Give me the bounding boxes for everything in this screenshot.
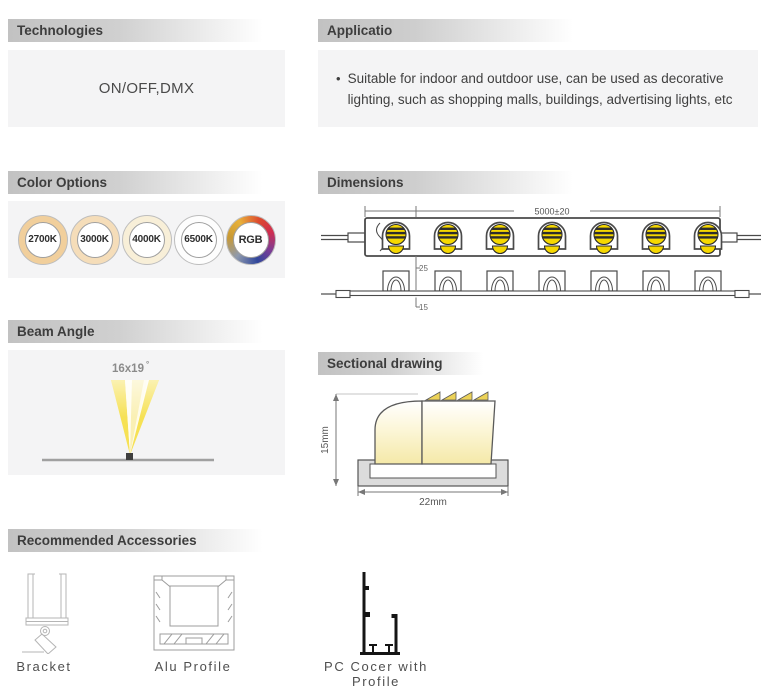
color-label-4000k: 4000K: [129, 222, 165, 258]
color-options-header: Color Options: [8, 171, 285, 194]
pc-cover-profile-drawing: [352, 570, 404, 658]
application-header: Applicatio: [318, 19, 758, 42]
color-label-3000k: 3000K: [77, 222, 113, 258]
sectional-height-label: 15mm: [320, 426, 331, 454]
color-label-2700k: 2700K: [25, 222, 61, 258]
color-ring-2700k: [18, 215, 68, 265]
accessory-label-alu-profile: Alu Profile: [154, 659, 232, 674]
technologies-header: Technologies: [8, 19, 285, 42]
color-label-6500k: 6500K: [181, 222, 217, 258]
thickness-dimension-label: 15: [419, 303, 428, 312]
bullet-marker: •: [336, 71, 341, 86]
sectional-drawing-header: Sectional drawing: [318, 352, 498, 375]
sectional-drawing: [318, 386, 538, 506]
beam-angle-header: Beam Angle: [8, 320, 285, 343]
beam-angle-value: 16x19: [112, 363, 144, 375]
accessory-label-pc-cover: PC Cocer with Profile: [324, 659, 428, 689]
length-dimension-label: 5000±20: [534, 206, 570, 217]
dimensions-drawing: [318, 202, 763, 314]
color-ring-4000k: [122, 215, 172, 265]
bracket-drawing: [22, 572, 72, 654]
application-panel: [318, 50, 758, 127]
technologies-panel: [8, 50, 285, 127]
accessory-label-bracket: Bracket: [16, 659, 72, 674]
beam-angle-panel: [8, 350, 285, 475]
alu-profile-drawing: [152, 572, 236, 654]
pitch-dimension-label: 25: [419, 264, 428, 273]
application-text: Suitable for indoor and outdoor use, can be used as decorative lighting, such as shopping malls, buildings, advertising lights, etc: [347, 71, 733, 107]
sectional-width-label: 22mm: [419, 497, 447, 506]
dimensions-header: Dimensions: [318, 171, 758, 194]
beam-angle-degree: °: [146, 360, 150, 369]
accessories-header: Recommended Accessories: [8, 529, 285, 552]
color-options-panel: [8, 201, 285, 278]
color-ring-rgb: [226, 215, 276, 265]
light-source-marker: [126, 453, 133, 460]
technologies-value: ON/OFF,DMX: [98, 80, 195, 97]
color-ring-6500k: [174, 215, 224, 265]
beam-angle-diagram: [8, 350, 285, 475]
color-ring-3000k: [70, 215, 120, 265]
color-label-rgb: RGB: [233, 222, 269, 258]
